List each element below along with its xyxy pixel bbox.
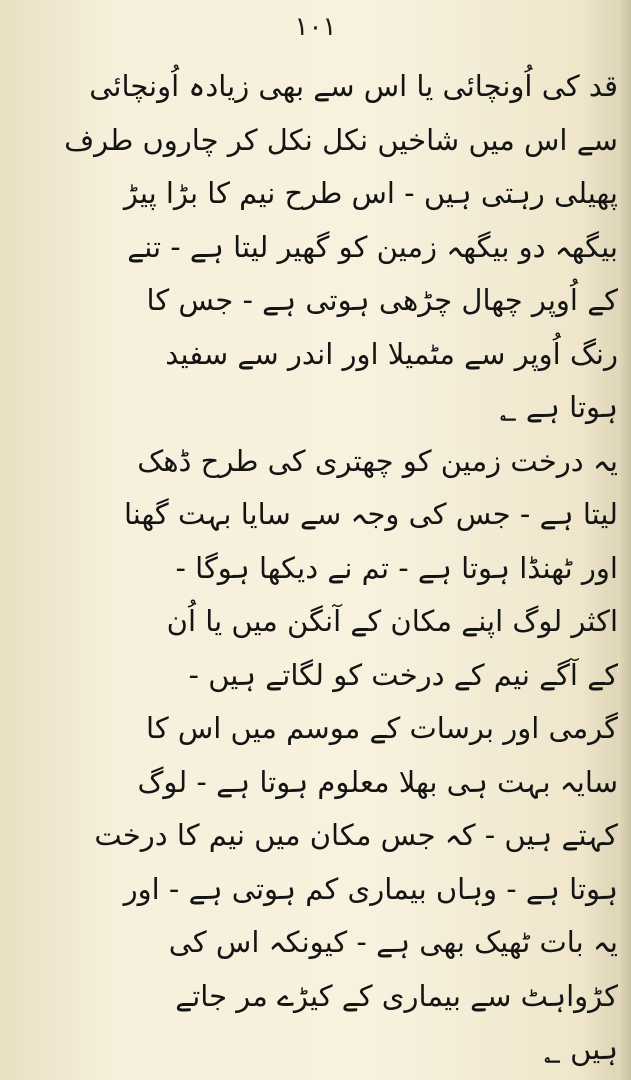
text-line: ہوتا ہے - وہاں بیماری کم ہوتی ہے - اور [123, 871, 618, 906]
text-line: کے آگے نیم کے درخت کو لگاتے ہیں - [188, 657, 618, 692]
page-number: ۱۰۱ [294, 12, 337, 42]
text-line: بیگھہ دو بیگھہ زمین کو گھیر لیتا ہے - تنے [127, 229, 618, 264]
page-edge [617, 0, 631, 1080]
body-text [38, 60, 618, 1077]
text-line: قد کی اُونچائی یا اس سے بھی زیادہ اُونچائی [89, 69, 618, 103]
text-line: پھیلی رہتی ہیں - اس طرح نیم کا بڑا پیڑ [123, 176, 618, 210]
text-line: یہ درخت زمین کو چھتری کی طرح ڈھک [137, 443, 618, 478]
text-line: ہیں ؂ [543, 1032, 618, 1066]
text-line: سایہ بہت ہی بھلا معلوم ہوتا ہے - لوگ [137, 764, 618, 799]
text-line: کے اُوپر چھال چڑھی ہوتی ہے - جس کا [146, 283, 618, 317]
text-line: سے اس میں شاخیں نکل نکل کر چاروں طرف [64, 122, 618, 157]
text-line: کڑواہٹ سے بیماری کے کیڑے مر جاتے [175, 978, 618, 1013]
text-line: کہتے ہیں - کہ جس مکان میں نیم کا درخت [94, 818, 618, 852]
text-line: یہ بات ٹھیک بھی ہے - کیونکہ اس کی [168, 925, 618, 959]
text-line: اکثر لوگ اپنے مکان کے آنگن میں یا اُن [166, 604, 618, 638]
text-line: اور ٹھنڈا ہوتا ہے - تم نے دیکھا ہوگا - [175, 550, 618, 585]
text-line: لیتا ہے - جس کی وجہ سے سایا بہت گھنا [123, 497, 618, 531]
text-line: ہوتا ہے ؂ [499, 390, 618, 424]
text-line: رنگ اُوپر سے مٹمیلا اور اندر سے سفید [165, 336, 618, 371]
text-line: گرمی اور برسات کے موسم میں اس کا [146, 711, 618, 745]
